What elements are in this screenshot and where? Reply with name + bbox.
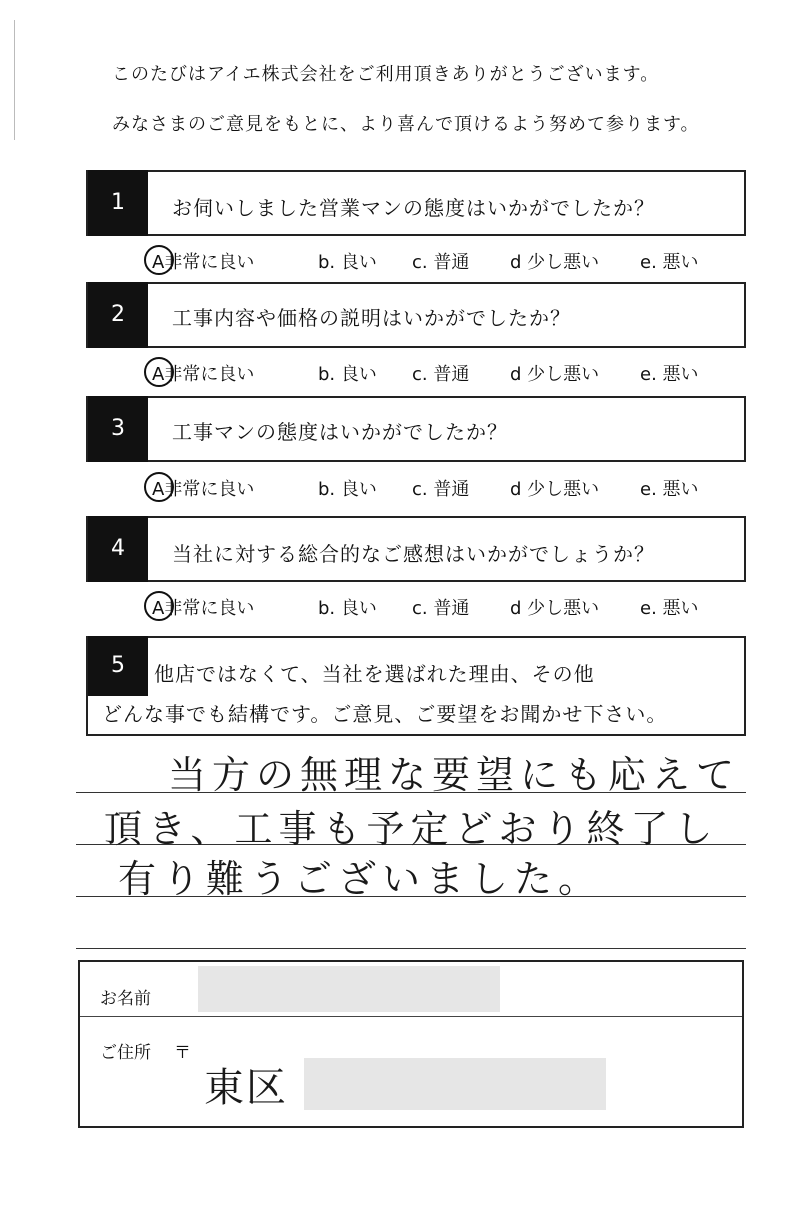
question-1-options [150, 248, 730, 278]
question-4-options [150, 594, 730, 624]
intro-line-1: このたびはアイエ株式会社をご利用頂きありがとうございます。 [112, 64, 660, 85]
option-e[interactable]: e. 悪い [640, 598, 699, 619]
option-d[interactable]: d 少し悪い [510, 364, 600, 385]
question-2-box [86, 282, 746, 348]
option-a[interactable]: A非常に良い [150, 594, 254, 620]
option-b[interactable]: b. 良い [318, 364, 377, 385]
option-e[interactable]: e. 悪い [640, 252, 699, 273]
option-c[interactable]: c. 普通 [412, 252, 470, 273]
question-3-options [150, 475, 730, 505]
question-4-number: 4 [88, 516, 148, 582]
handwritten-answer-line-3: 有り難うございました。 [118, 857, 603, 901]
name-redaction [198, 966, 500, 1012]
question-4-box [86, 516, 746, 582]
question-5-line-2: どんな事でも結構です。ご意見、ご要望をお聞かせ下さい。 [102, 702, 668, 726]
option-a-label: 非常に良い [164, 479, 255, 500]
handwritten-address: 東区 [204, 1065, 288, 1111]
option-a[interactable]: A非常に良い [150, 475, 254, 501]
option-a-label: 非常に良い [164, 364, 255, 385]
option-c[interactable]: c. 普通 [412, 598, 470, 619]
selected-circle [144, 245, 174, 275]
option-e[interactable]: e. 悪い [640, 364, 699, 385]
question-5-number: 5 [88, 636, 148, 696]
question-2-options [150, 360, 730, 390]
question-3-text: 工事マンの態度はいかがでしたか？ [172, 420, 508, 444]
answer-ruled-line [76, 948, 746, 949]
name-label: お名前 [100, 989, 151, 1009]
option-b[interactable]: b. 良い [318, 598, 377, 619]
option-a-label: 非常に良い [164, 252, 255, 273]
address-label: ご住所 [100, 1043, 151, 1063]
question-1-number: 1 [88, 170, 148, 236]
option-c[interactable]: c. 普通 [412, 479, 470, 500]
info-divider [80, 1016, 742, 1017]
selected-circle [144, 357, 174, 387]
option-b[interactable]: b. 良い [318, 479, 377, 500]
selected-circle [144, 472, 174, 502]
margin-mark [14, 20, 15, 140]
question-3-box [86, 396, 746, 462]
option-c[interactable]: c. 普通 [412, 364, 470, 385]
handwritten-answer-line-2: 頂き、工事も予定どおり終了し [104, 807, 719, 851]
question-2-text: 工事内容や価格の説明はいかがでしたか？ [172, 306, 571, 330]
question-1-text: お伺いしました営業マンの態度はいかがでしたか？ [172, 196, 655, 220]
question-5-line-1: 他店ではなくて、当社を選ばれた理由、その他 [154, 662, 595, 686]
option-a[interactable]: A非常に良い [150, 360, 254, 386]
option-d[interactable]: d 少し悪い [510, 252, 600, 273]
intro-line-2: みなさまのご意見をもとに、より喜んで頂けるよう努めて参ります。 [112, 114, 700, 135]
option-a-label: 非常に良い [164, 598, 255, 619]
postal-mark: 〒 [174, 1043, 191, 1063]
question-5-box [86, 636, 746, 736]
question-4-text: 当社に対する総合的なご感想はいかがでしょうか？ [172, 542, 655, 566]
handwritten-answer-line-1: 当方の無理な要望にも応えて [168, 753, 741, 797]
option-e[interactable]: e. 悪い [640, 479, 699, 500]
question-2-number: 2 [88, 282, 148, 348]
question-3-number: 3 [88, 396, 148, 462]
option-d[interactable]: d 少し悪い [510, 479, 600, 500]
option-d[interactable]: d 少し悪い [510, 598, 600, 619]
customer-info-box [78, 960, 744, 1128]
address-redaction [304, 1058, 606, 1110]
option-b[interactable]: b. 良い [318, 252, 377, 273]
option-a[interactable]: A非常に良い [150, 248, 254, 274]
question-1-box [86, 170, 746, 236]
selected-circle [144, 591, 174, 621]
